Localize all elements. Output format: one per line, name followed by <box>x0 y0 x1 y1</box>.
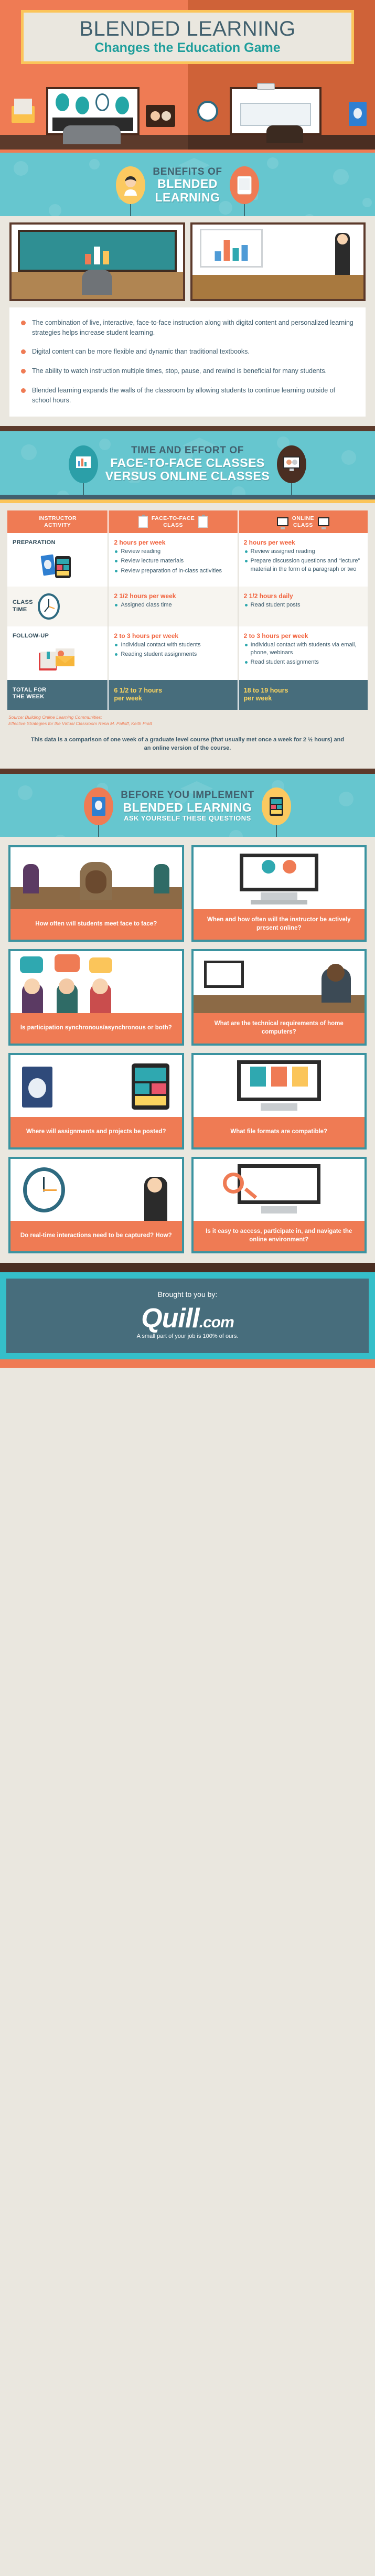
question-caption: Do real-time interactions need to be captured? How? <box>10 1221 182 1251</box>
questions-heading-line1: BEFORE YOU IMPLEMENT <box>121 790 254 801</box>
benefit-text: Blended learning expands the walls of the classroom by allowing students to continue learning outside of school hours. <box>32 386 336 404</box>
benefits-bullet-list <box>9 307 366 417</box>
activity-item: Review assigned reading <box>244 548 362 556</box>
activity-item: Individual contact with students <box>114 641 232 649</box>
benefit-item <box>21 347 354 357</box>
hero-banner <box>0 0 375 73</box>
student-silhouette <box>63 125 121 144</box>
photo-classroom-screen <box>9 222 185 301</box>
hours-value: 2 hours per week <box>243 539 295 547</box>
hero-illustration <box>0 73 375 150</box>
activity-list <box>114 641 232 658</box>
table-row <box>7 533 368 587</box>
label-line1: FOLLOW-UP <box>13 632 49 639</box>
desktop-monitor-icon-2 <box>318 517 329 526</box>
cell-f2f-class-time <box>108 587 238 626</box>
presentation-chip-icon <box>115 97 129 114</box>
person-at-computer-illustration <box>194 951 365 1013</box>
question-card[interactable] <box>191 1053 367 1149</box>
table-note: This data is a comparison of one week of a graduate level course (that usually met once a week for 2 ½ hours) and an online version of the course. <box>30 736 345 752</box>
table-total-row <box>7 680 368 710</box>
benefits-header-row <box>0 166 375 205</box>
activity-list <box>114 548 232 575</box>
hours-value: 2 to 3 hours per week <box>114 632 179 640</box>
th-line2: ACTIVITY <box>44 521 71 528</box>
hero-illustration-classroom <box>0 73 188 150</box>
student-avatar-icon <box>116 166 145 204</box>
total-f2f-line1: 6 1/2 to 7 hours <box>114 686 163 694</box>
row-label-class-time <box>7 587 108 626</box>
questions-heading <box>121 790 254 823</box>
avatar-1 <box>151 111 160 121</box>
activity-list <box>244 641 362 667</box>
th-online-class <box>238 510 368 533</box>
benefits-heading-line2: BLENDED <box>157 177 218 191</box>
section-divider-3 <box>0 769 375 774</box>
activity-item: Individual contact with students via email, phone, webinars <box>244 641 362 657</box>
projector-icon <box>257 83 275 90</box>
benefits-heading-line1: BENEFITS OF <box>153 166 222 177</box>
bulb-chip-icon <box>76 97 89 114</box>
total-online <box>238 680 368 710</box>
desks-row <box>192 275 364 299</box>
question-caption: How often will students meet face to face? <box>10 909 182 940</box>
teacher-head <box>337 234 348 244</box>
table-body <box>7 533 368 710</box>
book-icon <box>84 787 113 825</box>
benefits-photo-row <box>9 222 366 301</box>
screen-content <box>240 103 311 126</box>
activity-item: Read student assignments <box>244 658 362 666</box>
activity-list <box>244 601 362 609</box>
time-effort-heading <box>105 445 270 483</box>
total-label-line1: TOTAL FOR <box>13 686 47 693</box>
activity-item: Read student posts <box>244 601 362 609</box>
question-caption: What are the technical requirements of home computers? <box>194 1013 365 1044</box>
tablet-pen-icon <box>262 787 291 825</box>
bullet-dot-icon <box>21 388 26 393</box>
chart-chip-icon <box>56 93 69 111</box>
benefits-heading-line3: LEARNING <box>155 190 220 205</box>
avatar-2 <box>162 111 171 121</box>
hours-value: 2 to 3 hours per week <box>243 632 308 640</box>
benefit-item <box>21 318 354 338</box>
clock-presenter-illustration <box>10 1159 182 1221</box>
quill-logo-name: Quill <box>141 1303 199 1334</box>
question-card[interactable] <box>191 845 367 942</box>
student-back-view <box>82 270 112 295</box>
benefits-section-header <box>0 153 375 216</box>
question-card[interactable] <box>8 845 184 942</box>
question-card[interactable] <box>8 1053 184 1149</box>
source-line1: Source: Building Online Learning Communities: <box>8 714 102 720</box>
table-head <box>7 510 368 533</box>
whiteboard-chart-icon <box>138 516 148 528</box>
activity-list <box>244 548 362 573</box>
hours-value: 2 1/2 hours per week <box>114 592 176 600</box>
total-online-line1: 18 to 19 hours <box>243 686 288 694</box>
books-tablet-illustration <box>10 1055 182 1117</box>
quill-tagline: A small part of your job is 100% of ours. <box>136 1333 239 1339</box>
activity-item: Review preparation of in-class activities <box>114 567 232 575</box>
time-effort-header-row <box>0 445 375 483</box>
activity-list <box>114 601 232 609</box>
total-f2f-line2: per week <box>114 695 142 702</box>
presenter-silhouette <box>266 125 303 143</box>
monitor-files-illustration <box>194 1055 365 1117</box>
label-line2: TIME <box>13 606 27 613</box>
brought-to-you-by-label: Brought to you by: <box>157 1290 218 1298</box>
desktop-monitor-icon <box>277 517 288 526</box>
total-label-line2: THE WEEK <box>13 694 45 700</box>
photo-frame-icon <box>146 105 175 127</box>
cell-online-preparation <box>238 533 368 587</box>
questions-heading-line3: ASK YOURSELF THESE QUESTIONS <box>124 814 251 823</box>
questions-section-header <box>0 774 375 837</box>
hero-title-box <box>21 10 354 64</box>
label-line1: PREPARATION <box>13 539 56 546</box>
hero-illustration-online <box>188 73 375 150</box>
presentation-board <box>200 229 263 268</box>
hours-value: 2 hours per week <box>114 539 166 547</box>
time-heading-line2: FACE-TO-FACE CLASSES <box>110 455 265 470</box>
people-speech-bubbles-illustration <box>10 951 182 1013</box>
dark-rule <box>0 495 375 499</box>
questions-header-row <box>0 787 375 825</box>
th-online-line2: CLASS <box>293 521 313 528</box>
question-cards-grid <box>0 837 375 1263</box>
label-line1: CLASS <box>13 599 33 606</box>
benefit-text: The combination of live, interactive, face-to-face instruction along with digital content and personalized learning strategies helps increase student learning. <box>32 318 353 336</box>
table-header-row <box>7 510 368 533</box>
book-and-envelope-icon <box>38 644 78 674</box>
envelope-icon <box>12 106 35 123</box>
letter-icon <box>14 99 32 114</box>
question-caption: Where will assignments and projects be posted? <box>10 1117 182 1147</box>
benefit-text: The ability to watch instruction multiple times, stop, pause, and rewind is beneficial for many students. <box>32 367 327 375</box>
total-online-line2: per week <box>243 695 272 702</box>
th-online-line1: ONLINE <box>292 515 314 522</box>
source-line2: Effective Strategies for the Virtual Classroom Rena M. Palloff, Keith Pratt <box>8 721 152 727</box>
question-caption: Is participation synchronous/asynchronous or both? <box>10 1013 182 1044</box>
benefits-heading <box>153 166 222 205</box>
clock-icon <box>37 593 60 620</box>
question-caption: When and how often will the instructor be actively present online? <box>194 909 365 940</box>
activity-item: Reading student assignments <box>114 651 232 658</box>
instructor-activity-table <box>7 510 368 710</box>
th-instructor-activity <box>7 510 108 533</box>
bar-chart-icon-2 <box>215 239 248 261</box>
section-divider-2 <box>0 426 375 431</box>
question-card[interactable] <box>191 1157 367 1253</box>
desktop-monitor-illustration <box>194 847 365 909</box>
total-label <box>7 680 108 710</box>
bar-chart-icon <box>85 242 109 264</box>
total-f2f <box>108 680 238 710</box>
photo-teacher-presenting <box>190 222 366 301</box>
cell-online-class-time <box>238 587 368 626</box>
time-effort-section-header <box>0 431 375 495</box>
footer <box>0 1272 375 1359</box>
book-icon <box>349 102 367 126</box>
video-call-monitor-icon <box>277 445 306 483</box>
hero-title-secondary: Changes the Education Game <box>94 40 281 56</box>
benefit-item <box>21 386 354 406</box>
footer-panel <box>6 1279 369 1353</box>
table-source <box>7 710 368 727</box>
quill-logo-suffix: .com <box>199 1313 234 1331</box>
monitor-magnifier-illustration <box>194 1159 365 1221</box>
th-face-to-face <box>108 510 238 533</box>
activity-item: Prepare discussion questions and “lecture” material in the form of a paragraph or two <box>244 557 362 573</box>
tablet-icon <box>230 166 259 204</box>
classroom-students-illustration <box>10 847 182 909</box>
bullet-dot-icon <box>21 349 26 354</box>
question-card[interactable] <box>191 949 367 1046</box>
footer-top-rule <box>0 1263 375 1272</box>
th-f2f-line2: CLASS <box>163 521 183 528</box>
th-f2f-line1: FACE-TO-FACE <box>151 515 195 522</box>
activity-item: Review reading <box>114 548 232 556</box>
quill-logo[interactable] <box>12 1305 363 1332</box>
question-caption: What file formats are compatible? <box>194 1117 365 1147</box>
whiteboard-chart-icon-2 <box>198 516 208 528</box>
cell-f2f-preparation <box>108 533 238 587</box>
question-card[interactable] <box>8 1157 184 1253</box>
question-caption: Is it easy to access, participate in, and navigate the online environment? <box>194 1221 365 1251</box>
hero-title-primary: BLENDED LEARNING <box>79 17 296 41</box>
question-card[interactable] <box>8 949 184 1046</box>
benefit-item <box>21 366 354 376</box>
activity-item: Review lecture materials <box>114 557 232 565</box>
book-and-tablet-icon <box>40 551 75 580</box>
row-label-follow-up <box>7 626 108 680</box>
hours-value: 2 1/2 hours daily <box>243 592 293 600</box>
activity-item: Assigned class time <box>114 601 232 609</box>
cell-online-follow-up <box>238 626 368 680</box>
wall-clock-icon <box>197 101 218 122</box>
benefits-content <box>0 216 375 427</box>
bullet-dot-icon <box>21 369 26 374</box>
yellow-rule <box>0 499 375 503</box>
th-line1: INSTRUCTOR <box>38 515 77 522</box>
cell-f2f-follow-up <box>108 626 238 680</box>
row-label-preparation <box>7 533 108 587</box>
comparison-table-section <box>0 503 375 769</box>
benefit-text: Digital content can be more flexible and dynamic than traditional textbooks. <box>32 348 250 356</box>
table-row <box>7 626 368 680</box>
questions-heading-line2: BLENDED LEARNING <box>123 800 252 814</box>
time-heading-line1: TIME AND EFFORT OF <box>131 445 244 456</box>
presentation-chart-icon <box>69 445 98 483</box>
table-row <box>7 587 368 626</box>
footer-bottom-bar <box>0 1359 375 1368</box>
clock-chip-icon <box>95 93 109 111</box>
classroom-screen <box>18 230 177 272</box>
time-heading-line3: VERSUS ONLINE CLASSES <box>105 469 270 483</box>
bullet-dot-icon <box>21 321 26 325</box>
